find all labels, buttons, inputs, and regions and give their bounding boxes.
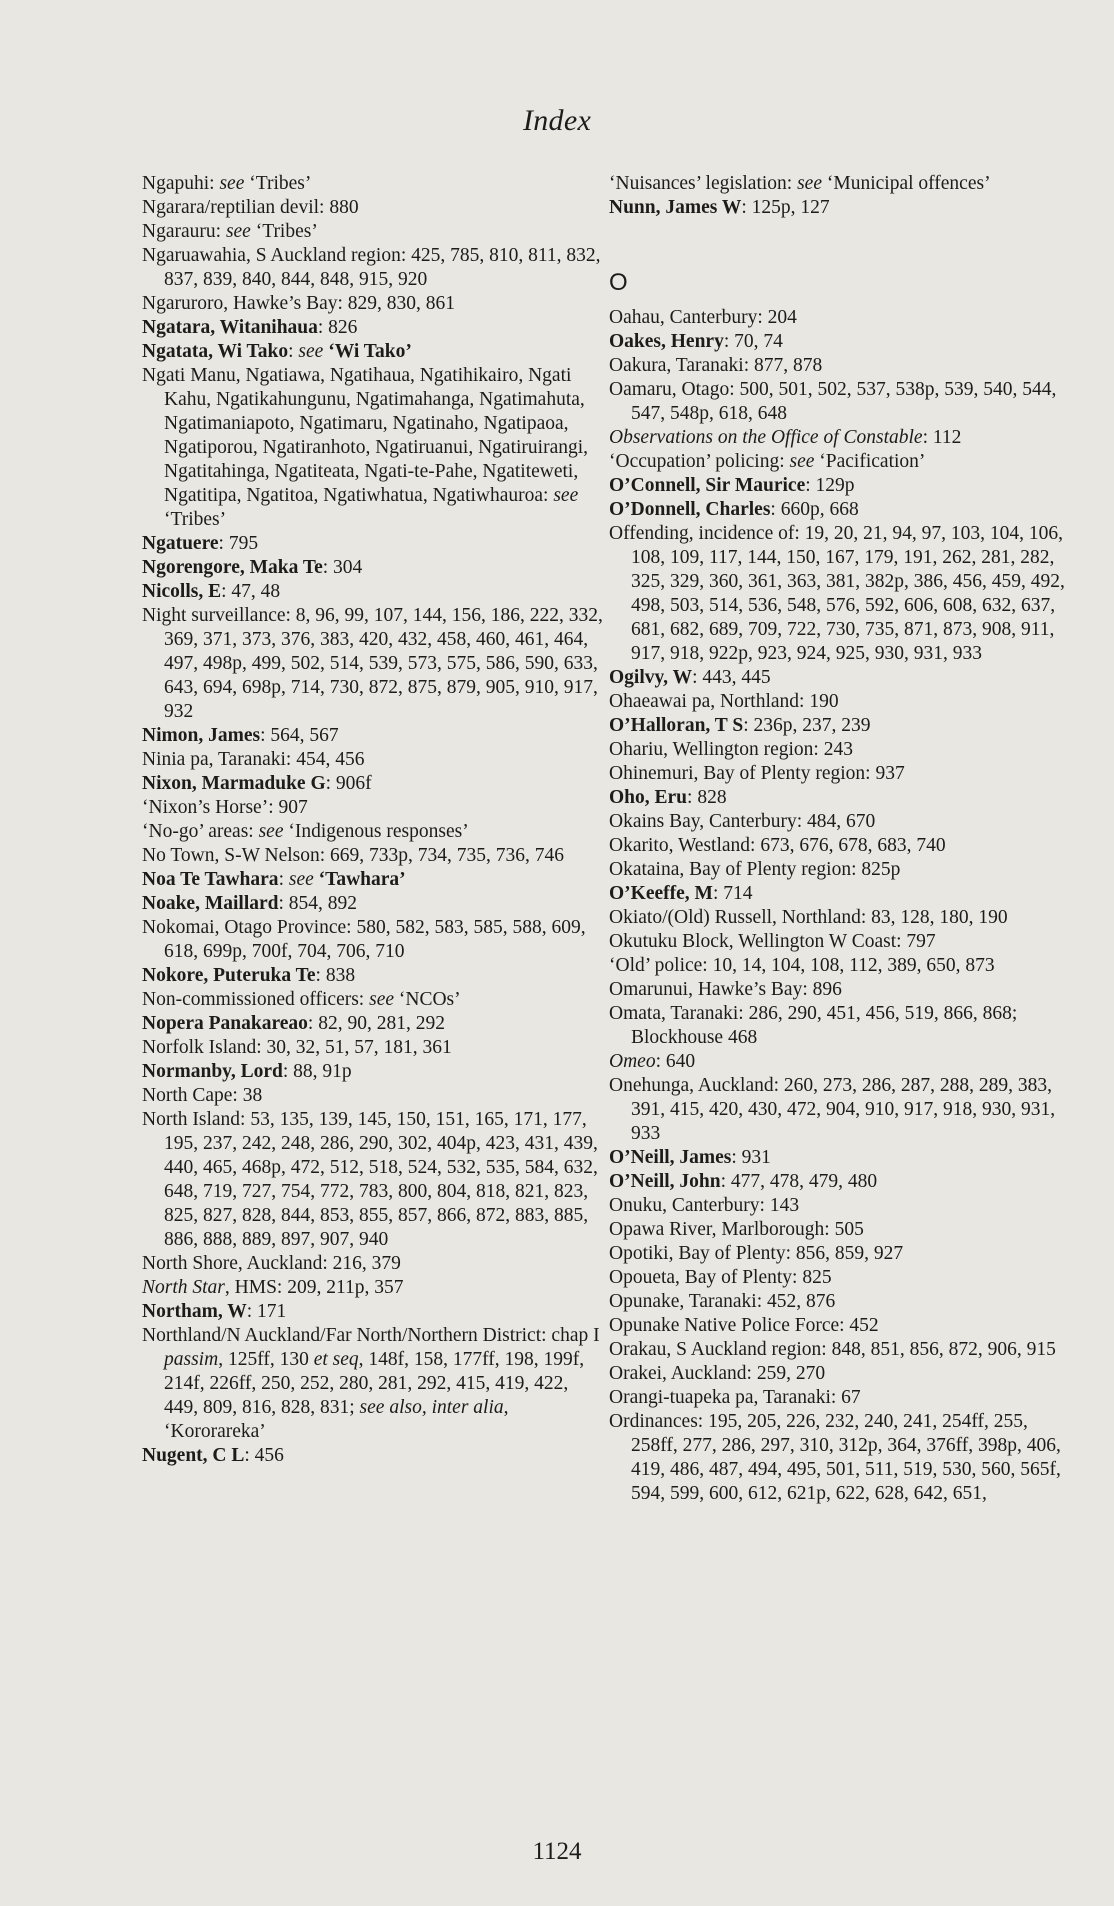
entry-text: ‘Nuisances’ legislation: [609, 173, 798, 194]
index-entry [142, 1324, 604, 1444]
index-entry [609, 810, 1069, 834]
entry-text: : 125p, 127 [741, 197, 830, 218]
entry-text: : 112 [922, 427, 962, 448]
entry-text: passim [164, 1349, 219, 1370]
entry-text: : 82, 90, 281, 292 [307, 1013, 445, 1034]
entry-text: Ohariu, Wellington region: 243 [609, 739, 853, 760]
entry-text: ‘Municipal offences’ [822, 173, 991, 194]
entry-heading: Nugent, C L [142, 1445, 245, 1466]
entry-text: North Cape: 38 [142, 1085, 263, 1106]
entry-text: Non-commissioned officers: [142, 989, 370, 1010]
index-column-right [609, 172, 1069, 1506]
entry-text: Ordinances: 195, 205, 226, 232, 240, 241, 254ff, 255, 258ff, 277, 286, 297, 310, 312p, 364, 376ff, 398p, 406, 419, 486, 487, 494, 495, 501, 511, 519, 530, 560, 565f, 594, 599, 600, 612, 621p, 622, 628, 642, 651, [609, 1411, 1061, 1504]
entry-text: ‘Pacification’ [814, 451, 926, 472]
entry-text: Nokomai, Otago Province: 580, 582, 583, 585, 588, 609, 618, 699p, 700f, 704, 706, 710 [142, 917, 586, 962]
entry-text: ‘Nixon’s Horse’: 907 [142, 797, 308, 818]
entry-heading: Ngatara, Witanihaua [142, 317, 318, 338]
entry-heading: O’Connell, Sir Maurice [609, 475, 806, 496]
entry-text: Offending, incidence of: 19, 20, 21, 94, 97, 103, 104, 106, 108, 109, 117, 144, 150, 167, 179, 191, 262, 281, 282, 325, 329, 360, 361, 363, 381, 382p, 386, 456, 459, 492, 498, 503, 514, 536, 548, 576, 592, 606, 608, 632, 637, 681, 682, 689, 709, 722, 730, 735, 871, 873, 908, 911, 917, 918, 922p, 923, 924, 925, 930, 931, 933 [609, 523, 1065, 664]
entry-text: Observations on the Office of Constable [609, 427, 923, 448]
entry-text: : 660p, 668 [770, 499, 859, 520]
index-entry [609, 690, 1069, 714]
entry-text: Oahau, Canterbury: 204 [609, 307, 797, 328]
entry-heading: Nokore, Puteruka Te [142, 965, 316, 986]
entry-text: : 931 [731, 1147, 771, 1168]
index-entry [609, 474, 1069, 498]
entry-text: Onehunga, Auckland: 260, 273, 286, 287, 288, 289, 383, 391, 415, 420, 430, 472, 904, 910, 917, 918, 930, 931, 933 [609, 1075, 1056, 1144]
entry-text: : 828 [687, 787, 727, 808]
index-entry [609, 330, 1069, 354]
page-title: Index [522, 104, 592, 137]
entry-text: Northland/N Auckland/Far North/Northern District: chap I [142, 1325, 600, 1346]
index-entry [142, 1300, 604, 1324]
index-entry [609, 1074, 1069, 1146]
entry-text: Omata, Taranaki: 286, 290, 451, 456, 519, 866, 868; Blockhouse 468 [609, 1003, 1018, 1048]
index-entry [609, 426, 1069, 450]
index-entry [142, 844, 604, 868]
entry-text: : 564, 567 [260, 725, 339, 746]
index-entry [142, 244, 604, 292]
entry-text: : 304 [322, 557, 363, 578]
entry-text: Ngarara/reptilian devil: 880 [142, 197, 359, 218]
index-entry [142, 964, 604, 988]
entry-text: Opunake, Taranaki: 452, 876 [609, 1291, 836, 1312]
entry-text: ‘Occupation’ policing: [609, 451, 790, 472]
index-entry [142, 1060, 604, 1084]
entry-heading: Noake, Maillard [142, 893, 279, 914]
entry-text: : 838 [315, 965, 356, 986]
entry-heading: O’Neill, James [609, 1147, 732, 1168]
entry-heading: Northam, W [142, 1301, 247, 1322]
index-entry [609, 714, 1069, 738]
entry-heading: O’Halloran, T S [609, 715, 744, 736]
entry-text: Ohinemuri, Bay of Plenty region: 937 [609, 763, 905, 784]
index-entry [609, 834, 1069, 858]
index-entries-n-continued [609, 172, 1069, 220]
index-entry [609, 1338, 1069, 1362]
entry-text: see [369, 989, 395, 1010]
entry-text: see [797, 173, 822, 194]
index-entry [609, 666, 1069, 690]
entry-text: see [225, 221, 251, 242]
entry-text: Omeo [609, 1051, 656, 1072]
index-entry [609, 1362, 1069, 1386]
index-entry [142, 772, 604, 796]
entry-text: : 171 [246, 1301, 287, 1322]
index-entry [609, 786, 1069, 810]
entry-heading: Ogilvy, W [609, 667, 693, 688]
entry-heading: Nopera Panakareao [142, 1013, 308, 1034]
entry-text: Oamaru, Otago: 500, 501, 502, 537, 538p, 539, 540, 544, 547, 548p, 618, 648 [609, 379, 1057, 424]
entry-text: Okarito, Westland: 673, 676, 678, 683, 740 [609, 835, 946, 856]
index-column-left [142, 172, 604, 1468]
entry-text: Onuku, Canterbury: 143 [609, 1195, 800, 1216]
entry-text: Okataina, Bay of Plenty region: 825p [609, 859, 901, 880]
index-entry [609, 1266, 1069, 1290]
entry-heading: Nunn, James W [609, 197, 742, 218]
index-entry [142, 1276, 604, 1300]
entry-text: see [789, 451, 815, 472]
index-entry [142, 604, 604, 724]
entry-heading: ‘Tawhara’ [318, 869, 406, 890]
entry-text: see [258, 821, 284, 842]
entry-text: et seq [313, 1349, 359, 1370]
entry-heading: O’Donnell, Charles [609, 499, 771, 520]
index-entry [142, 172, 604, 196]
entry-text: ‘Indigenous responses’ [283, 821, 469, 842]
entry-text: ‘No-go’ areas: [142, 821, 259, 842]
index-entry [609, 882, 1069, 906]
index-entry [609, 762, 1069, 786]
entry-text: : 88, 91p [282, 1061, 352, 1082]
entry-text: see [298, 341, 324, 362]
entry-text: ‘Tribes’ [164, 509, 227, 530]
index-entry [609, 1194, 1069, 1218]
entry-text: , ‘Kororareka’ [164, 1397, 509, 1442]
index-entry [609, 196, 1069, 220]
index-entry [609, 1410, 1069, 1506]
entry-heading: O’Keeffe, M [609, 883, 713, 904]
entry-text: Oakura, Taranaki: 877, 878 [609, 355, 823, 376]
entry-heading: Ngatata, Wi Tako [142, 341, 289, 362]
index-entry [609, 978, 1069, 1002]
entry-heading: Normanby, Lord [142, 1061, 283, 1082]
entry-text: see [219, 173, 245, 194]
index-entry [609, 522, 1069, 666]
entry-text: Okains Bay, Canterbury: 484, 670 [609, 811, 876, 832]
entry-text: : 714 [712, 883, 753, 904]
entry-text: , HMS: 209, 211p, 357 [224, 1277, 404, 1298]
index-entry [142, 364, 604, 532]
entry-text: : 477, 478, 479, 480 [720, 1171, 878, 1192]
index-entry [142, 796, 604, 820]
entry-text: Opunake Native Police Force: 452 [609, 1315, 879, 1336]
entry-heading: ‘Wi Tako’ [328, 341, 412, 362]
entry-text: Okiato/(Old) Russell, Northland: 83, 128, 180, 190 [609, 907, 1008, 928]
index-entry [609, 906, 1069, 930]
index-entry [142, 748, 604, 772]
index-entry [142, 1444, 604, 1468]
entry-text: ‘Old’ police: 10, 14, 104, 108, 112, 389, 650, 873 [609, 955, 995, 976]
index-entry [609, 930, 1069, 954]
entry-text: Opawa River, Marlborough: 505 [609, 1219, 864, 1240]
entry-text: Orangi-tuapeka pa, Taranaki: 67 [609, 1387, 861, 1408]
index-entry [609, 354, 1069, 378]
index-entry [142, 556, 604, 580]
entry-text: see [553, 485, 579, 506]
entry-text: see [288, 869, 314, 890]
entry-text: ‘Tribes’ [244, 173, 312, 194]
entry-heading: Oakes, Henry [609, 331, 724, 352]
entry-text: : [278, 869, 289, 890]
index-entry [142, 1084, 604, 1108]
index-entry [609, 1002, 1069, 1050]
entry-text: North Star [142, 1277, 225, 1298]
index-entry [609, 1170, 1069, 1194]
index-entry [609, 954, 1069, 978]
index-entry [142, 532, 604, 556]
index-entry [142, 196, 604, 220]
entry-text: Ohaeawai pa, Northland: 190 [609, 691, 839, 712]
index-entry [142, 220, 604, 244]
entry-text: Ngati Manu, Ngatiawa, Ngatihaua, Ngatihikairo, Ngati Kahu, Ngatikahungunu, Ngatimahanga, Ngatimahuta, Ngatimaniapoto, Ngatimaru, Ngatinaho, Ngatipaoa, Ngatiporou, Ngatiranhoto, Ngatiruanui, Ngatiruirangi, Ngatitahinga, Ngatiteata, Ngati-te-Pahe, Ngatiteweti, Ngatitipa, Ngatitoa, Ngatiwhatua, Ngatiwhauroa: [142, 365, 589, 506]
index-entry [609, 306, 1069, 330]
entry-text: ‘Tribes’ [250, 221, 318, 242]
section-gap [609, 220, 1069, 268]
index-entry [609, 1146, 1069, 1170]
entry-heading: Ngorengore, Maka Te [142, 557, 323, 578]
index-entry [142, 1252, 604, 1276]
index-entry [609, 1050, 1069, 1074]
entry-text: Okutuku Block, Wellington W Coast: 797 [609, 931, 936, 952]
entry-text: Ngaruawahia, S Auckland region: 425, 785, 810, 811, 832, 837, 839, 840, 844, 848, 915, 920 [142, 245, 601, 290]
entry-text: , 148f, 158, 177ff, 198, 199f, 214f, 226ff, 250, 252, 280, 281, 292, 415, 419, 422, 449, 809, 816, 828, 831; [164, 1349, 585, 1418]
index-entry [609, 1290, 1069, 1314]
index-entry [609, 498, 1069, 522]
entry-heading: Noa Te Tawhara [142, 869, 279, 890]
index-entry [142, 892, 604, 916]
entry-text: : 826 [317, 317, 358, 338]
index-entry [609, 172, 1069, 196]
page-number: 1124 [532, 1838, 582, 1865]
index-entry [142, 316, 604, 340]
index-entry [142, 580, 604, 604]
entry-text: : 443, 445 [692, 667, 771, 688]
index-entry [609, 858, 1069, 882]
entry-heading: Nimon, James [142, 725, 261, 746]
entry-text: Norfolk Island: 30, 32, 51, 57, 181, 361 [142, 1037, 452, 1058]
index-entry [609, 1386, 1069, 1410]
entry-heading: Nicolls, E [142, 581, 222, 602]
entry-text: see also, inter alia [359, 1397, 504, 1418]
index-entry [142, 916, 604, 964]
index-entries-o [609, 306, 1069, 1506]
index-entry [142, 988, 604, 1012]
entry-text: : 236p, 237, 239 [743, 715, 871, 736]
entry-text: North Shore, Auckland: 216, 379 [142, 1253, 401, 1274]
entry-text: : [288, 341, 299, 362]
entry-text: , 125ff, 130 [218, 1349, 314, 1370]
entry-text: Ngapuhi: [142, 173, 220, 194]
index-entry [142, 1036, 604, 1060]
entry-text: : 795 [218, 533, 259, 554]
index-entry [142, 292, 604, 316]
entry-text: Ngaruroro, Hawke’s Bay: 829, 830, 861 [142, 293, 456, 314]
entry-text: : 640 [655, 1051, 696, 1072]
entry-text: Night surveillance: 8, 96, 99, 107, 144, 156, 186, 222, 332, 369, 371, 373, 376, 383, 420, 432, 458, 460, 461, 464, 497, 498p, 499, 502, 514, 539, 573, 575, 586, 590, 633, 643, 694, 698p, 714, 730, 872, 875, 879, 905, 910, 917, 932 [142, 605, 603, 722]
index-entry [142, 868, 604, 892]
index-entry [142, 340, 604, 364]
index-entry [609, 1218, 1069, 1242]
entry-text: No Town, S-W Nelson: 669, 733p, 734, 735, 736, 746 [142, 845, 565, 866]
index-entry [609, 1314, 1069, 1338]
entry-text: Orakau, S Auckland region: 848, 851, 856, 872, 906, 915 [609, 1339, 1056, 1360]
entry-heading: Nixon, Marmaduke G [142, 773, 326, 794]
entry-text: Ngarauru: [142, 221, 226, 242]
entry-text: : 47, 48 [221, 581, 281, 602]
entry-text: ‘NCOs’ [394, 989, 461, 1010]
section-letter: O [609, 269, 628, 296]
index-entry [142, 1108, 604, 1252]
entry-text: Omarunui, Hawke’s Bay: 896 [609, 979, 842, 1000]
entry-text: : 129p [805, 475, 855, 496]
entry-heading: Oho, Eru [609, 787, 688, 808]
index-entry [609, 738, 1069, 762]
index-entry [609, 378, 1069, 426]
entry-text: Orakei, Auckland: 259, 270 [609, 1363, 826, 1384]
entry-text: : 854, 892 [278, 893, 358, 914]
entry-heading: Ngatuere [142, 533, 219, 554]
entry-text: North Island: 53, 135, 139, 145, 150, 151, 165, 171, 177, 195, 237, 242, 248, 286, 290, 302, 404p, 423, 431, 439, 440, 465, 468p, 472, 512, 518, 524, 532, 535, 584, 632, 648, 719, 727, 754, 772, 783, 800, 804, 818, 821, 823, 825, 827, 828, 844, 853, 855, 857, 866, 872, 883, 885, 886, 888, 889, 897, 907, 940 [142, 1109, 598, 1250]
entry-text: Opoueta, Bay of Plenty: 825 [609, 1267, 832, 1288]
index-entry [142, 820, 604, 844]
entry-text: Ninia pa, Taranaki: 454, 456 [142, 749, 365, 770]
entry-text: : 70, 74 [723, 331, 783, 352]
entry-text: : 906f [325, 773, 372, 794]
index-entry [142, 724, 604, 748]
index-entry [142, 1012, 604, 1036]
entry-heading: O’Neill, John [609, 1171, 721, 1192]
index-entry [609, 1242, 1069, 1266]
index-entry [609, 450, 1069, 474]
entry-text: : 456 [244, 1445, 284, 1466]
entry-text: Opotiki, Bay of Plenty: 856, 859, 927 [609, 1243, 904, 1264]
